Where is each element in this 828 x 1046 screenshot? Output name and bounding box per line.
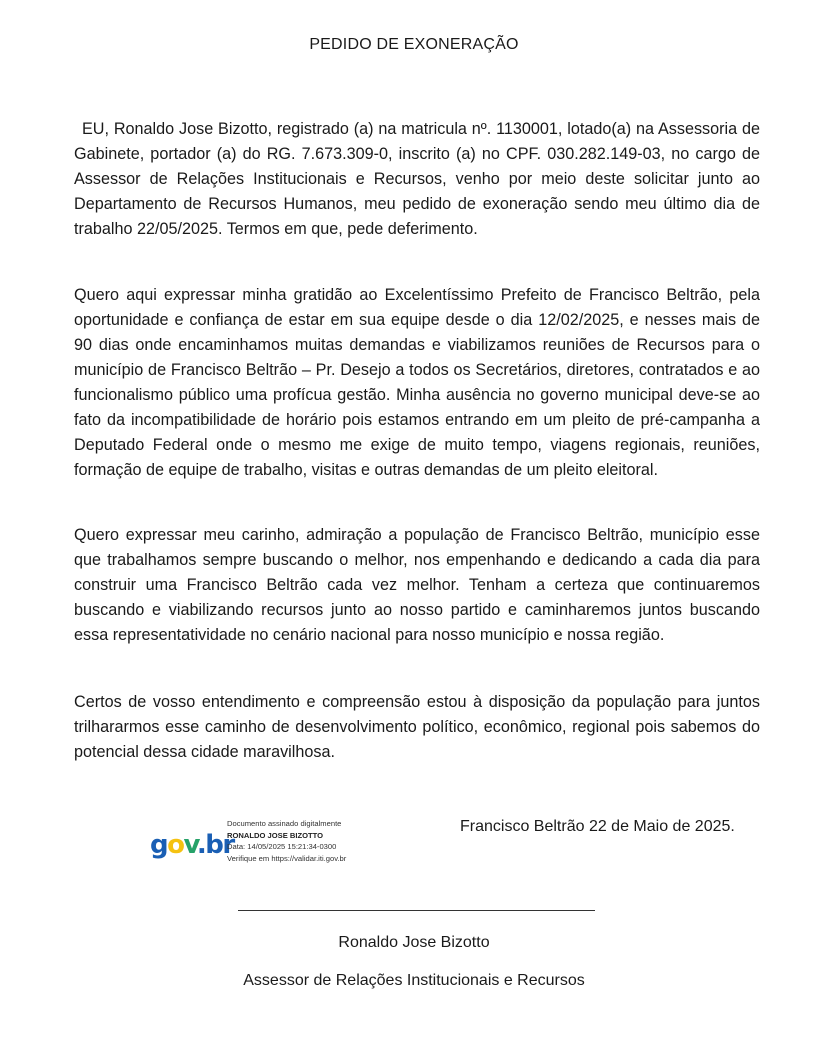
signature-verify-link[interactable]: Verifique em https://validar.iti.gov.br (227, 853, 347, 863)
document-title: PEDIDO DE EXONERAÇÃO (309, 36, 519, 53)
gov-br-logo-icon: gov.br (150, 830, 234, 860)
paragraph-request: EU, Ronaldo Jose Bizotto, registrado (a) na matricula nº. 1130001, lotado(a) na Assessoria de Gabinete, portador (a) do RG. 7.673.309-0, inscrito (a) no CPF. 030.282.149-03, no cargo de Assessor de Relações Institucionais e Recursos, venho por meio deste solicitar junto ao Departamento de Recursos Humanos, meu pedido de exoneração sendo meu último dia de trabalho 22/05/2025. Termos em que, pede deferimento. (74, 120, 760, 238)
signature-line (238, 910, 595, 911)
paragraph-closing: Certos de vosso entendimento e compreensão estou à disposição da população para juntos trilhararmos esse caminho de desenvolvimento político, econômico, regional pois sabemos do potencial dessa cidade maravilhosa. (74, 693, 760, 761)
signer-role: Assessor de Relações Institucionais e Recursos (243, 972, 585, 989)
place-date: Francisco Beltrão 22 de Maio de 2025. (460, 818, 735, 835)
signature-details (227, 818, 346, 864)
paragraph-affection: Quero expressar meu carinho, admiração a população de Francisco Beltrão, município esse que trabalhamos sempre buscando o melhor, nos empenhando e dedicando a cada dia para construir uma Francisco Beltrão cada vez melhor. Tenham a certeza que continuaremos buscando e viabilizando recursos junto ao nosso partido e caminharemos juntos buscando essa representatividade no cenário nacional para nosso município e nossa região. (74, 526, 760, 644)
signature-signer: RONALDO JOSE BIZOTTO (227, 830, 324, 840)
signature-header: Documento assinado digitalmente (227, 819, 342, 828)
signer-name: Ronaldo Jose Bizotto (338, 934, 490, 951)
digital-signature-stamp (150, 818, 410, 878)
signature-date: Data: 14/05/2025 15:21:34-0300 (227, 842, 337, 851)
paragraph-gratitude: Quero aqui expressar minha gratidão ao Excelentíssimo Prefeito de Francisco Beltrão, pela oportunidade e confiança de estar em sua equipe desde o dia 12/02/2025, e nesses mais de 90 dias onde encaminhamos muitas demandas e viabilizamos reuniões de Recursos para o município de Francisco Beltrão – Pr. Desejo a todos os Secretários, diretores, contratados e ao funcionalismo público uma profícua gestão. Minha ausência no governo municipal deve-se ao fato da incompatibilidade de horário pois estamos entrando em um pleito de pré-campanha a Deputado Federal onde o mesmo me exige de muito tempo, viagens regionais, reuniões, formação de equipe de trabalho, visitas e outras demandas de um pleito eleitoral. (74, 286, 760, 479)
